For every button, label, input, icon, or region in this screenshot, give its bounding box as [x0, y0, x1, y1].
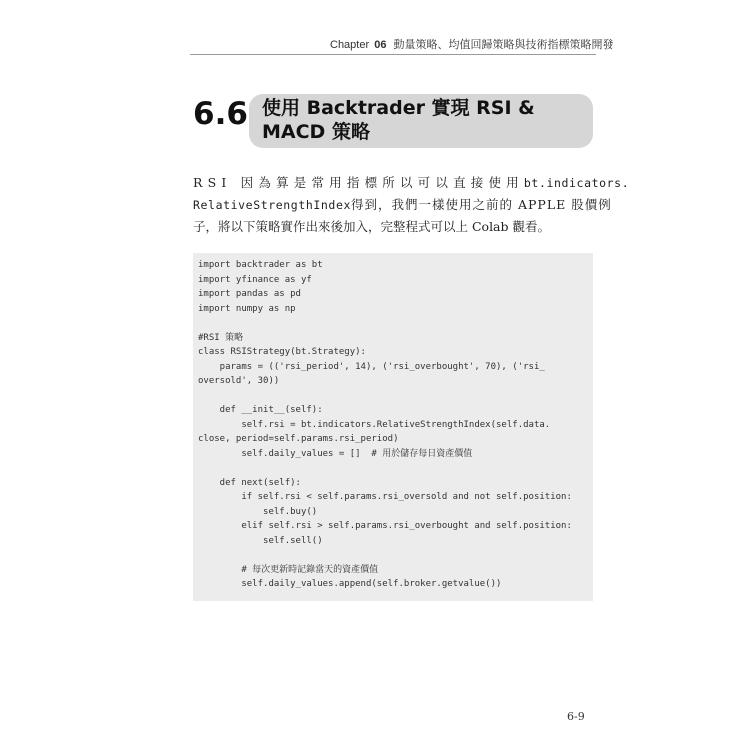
code-line: params = (('rsi_period', 14), ('rsi_overbought', 70), ('rsi_ [198, 361, 545, 372]
code-line: self.rsi = bt.indicators.RelativeStrengthIndex(self.data. [198, 419, 551, 430]
code-line [198, 389, 572, 404]
body-text: RSI 因為算是常用指標所以可以直接使用 [193, 175, 524, 190]
section-title-line-1: 使用 Backtrader 實現 RSI & [262, 97, 535, 119]
code-line: import numpy as np [198, 303, 296, 314]
body-paragraph-line-3 [193, 219, 598, 235]
code-line: class RSIStrategy(bt.Strategy): [198, 347, 366, 357]
section-title-line-2: MACD 策略 [262, 121, 370, 143]
code-line [198, 461, 572, 476]
body-paragraph-line-2 [193, 197, 612, 213]
code-line: import pandas as pd [198, 289, 301, 299]
chapter-label: Chapter [330, 39, 370, 51]
code-line: close, period=self.params.rsi_period) [198, 434, 399, 444]
inline-code: bt.indicators. [523, 176, 630, 190]
code-line [198, 316, 572, 331]
section-number: 6.6 [193, 96, 248, 132]
code-line: oversold', 30)) [198, 376, 280, 386]
running-header [330, 36, 614, 52]
code-line: self.buy() [198, 506, 318, 517]
code-line: import yfinance as yf [198, 274, 312, 285]
page-number: 6-9 [567, 710, 585, 723]
header-divider [190, 54, 596, 55]
code-line: def next(self): [198, 477, 301, 488]
code-line: # 每次更新時記錄當天的資產價值 [198, 564, 379, 575]
code-line: elif self.rsi > self.params.rsi_overbought and self.position: [198, 521, 572, 531]
code-line: self.sell() [198, 535, 323, 546]
body-text: 得到，我們一樣使用之前的 APPLE 股價例 [351, 197, 612, 212]
code-line: def __init__(self): [198, 405, 323, 415]
code-line: self.daily_values = [] # 用於儲存每日資產價值 [198, 448, 473, 459]
code-line: if self.rsi < self.params.rsi_oversold and not self.position: [198, 492, 572, 502]
inline-code: RelativeStrengthIndex [193, 198, 351, 212]
code-line: import backtrader as bt [198, 260, 323, 270]
body-text: 子，將以下策略實作出來後加入，完整程式可以上 Colab 觀看。 [193, 219, 550, 234]
chapter-number: 06 [374, 39, 387, 51]
code-line [198, 548, 572, 563]
body-paragraph-line-1 [193, 175, 630, 191]
code-line: self.daily_values.append(self.broker.getvalue()) [198, 579, 502, 589]
code-block [198, 258, 572, 592]
section-title [262, 96, 582, 144]
chapter-title: 動量策略、均值回歸策略與技術指標策略開發 [393, 39, 614, 51]
code-line: #RSI 策略 [198, 332, 244, 343]
